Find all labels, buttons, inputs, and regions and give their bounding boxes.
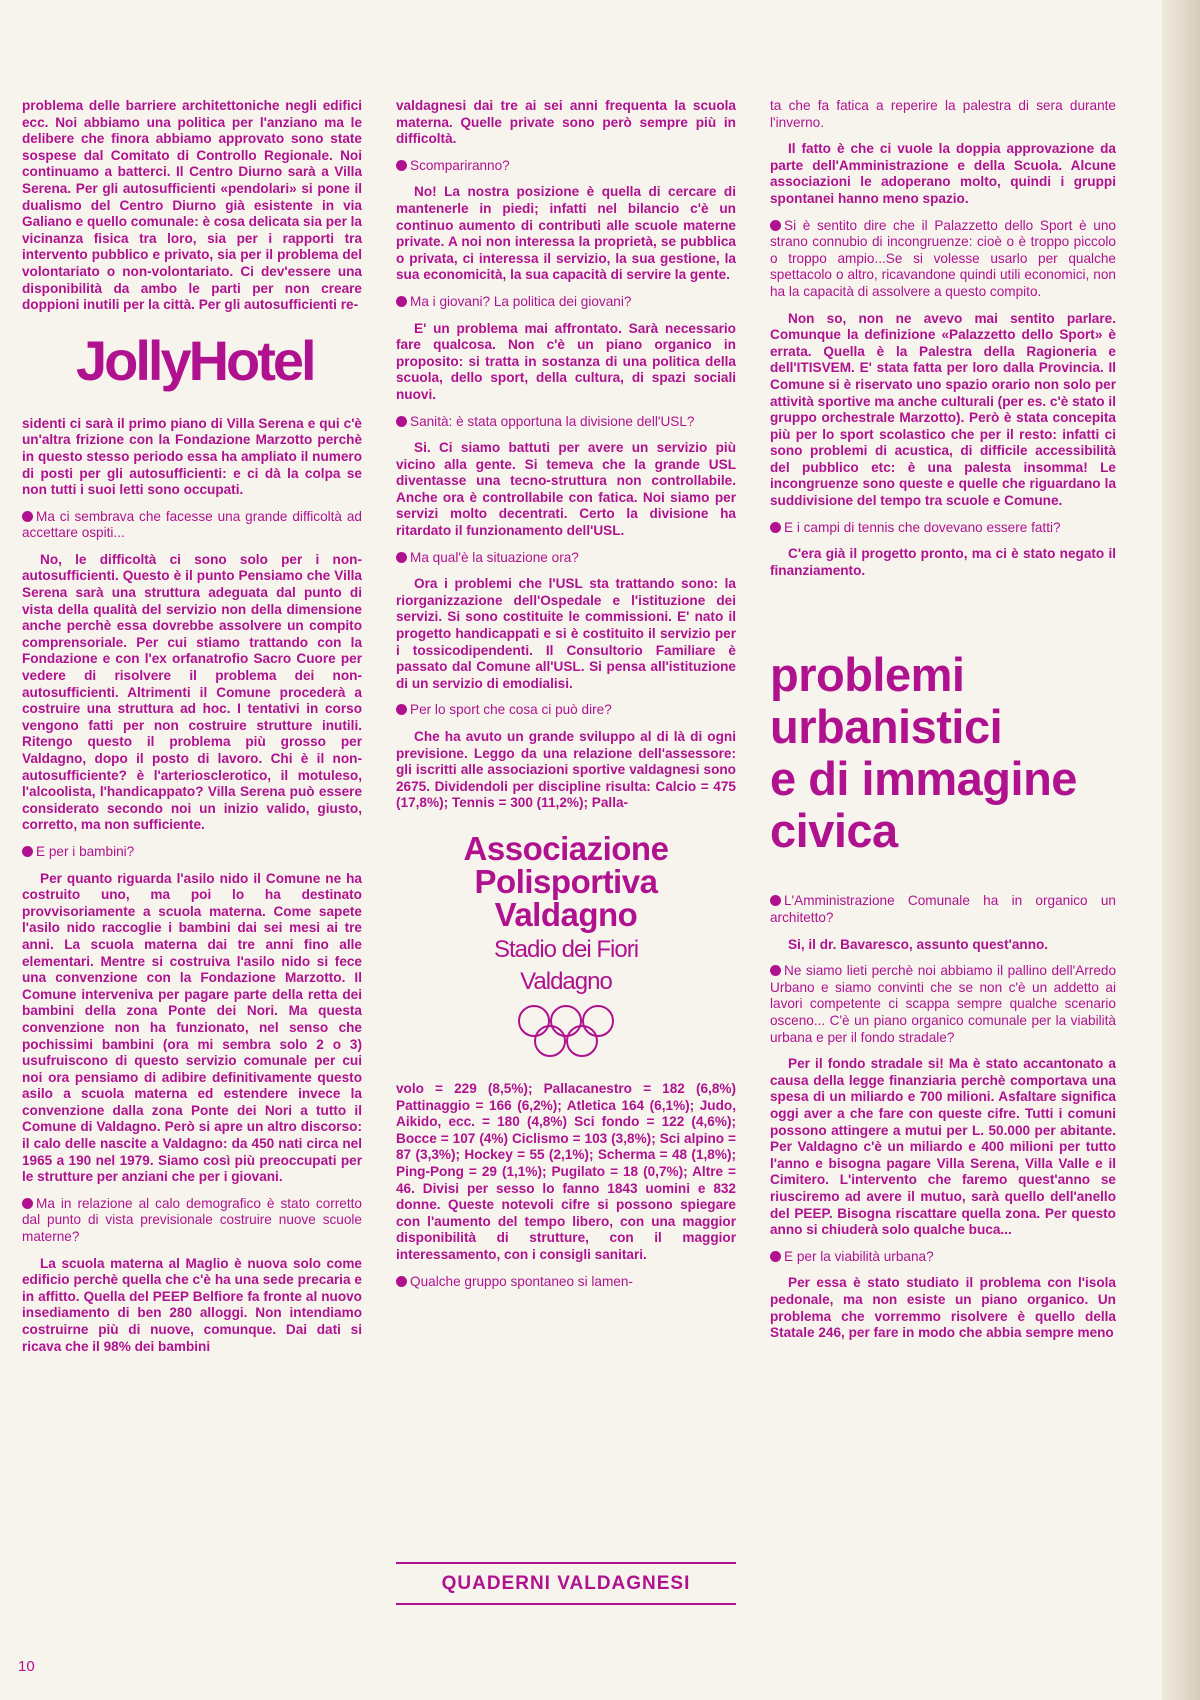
column-2: [396, 98, 736, 1300]
section-title: [770, 649, 1116, 857]
footer-band: [396, 1560, 736, 1607]
question: Ma ci sembrava che facesse una grande difficoltà ad accettare ospiti...: [22, 508, 362, 541]
section-title-line: civica: [770, 804, 898, 858]
association-town: Valdagno: [520, 967, 612, 995]
paragraph: problema delle barriere architettoniche negli edifici ecc. Noi abbiamo una politica per l'anziano ma le delibere che finora abbiamo approvato sono state sospese dal Comitato di Controllo Regionale. Noi continuamo a batterci. Il Centro Diurno sarà a Villa Serena. Per gli autosufficienti «pendolari» si pone il dualismo del Centro Diurno già esistente in via Galiano e quello comunale: è cosa delicata sia per la vicinanza fisica tra loro, sia per i rapporti tra intervento pubblico e privato, sia per il problema del volontariato o non-volontariato. Ci dev'essere una disponibilità da ambo le parti per non creare doppioni inutili per la città. Per gli autosufficienti re-: [22, 98, 362, 313]
question: Sanità: è stata opportuna la divisione dell'USL?: [396, 414, 736, 431]
jolly-hotel-logo: JollyHotel: [76, 328, 314, 392]
question: E i campi di tennis che dovevano essere fatti?: [770, 520, 1116, 537]
answer: Che ha avuto un grande sviluppo al di là di ogni previsione. Leggo da una relazione dell'assessore: gli iscritti alle associazioni sportive valdagnesi sono 2675. Dividendoli per discipline risulta: Calcio = 475 (17,8%); Tennis = 300 (11,2%); Palla-: [396, 729, 736, 811]
question: L'Amministrazione Comunale ha in organico un architetto?: [770, 893, 1116, 926]
olympic-rings-icon: [516, 1001, 616, 1063]
paragraph: valdagnesi dai tre ai sei anni frequenta la scuola materna. Quelle private sono però sempre più in difficoltà.: [396, 98, 736, 147]
footer-rule: [396, 1562, 736, 1564]
bullet-dot-icon: [396, 552, 407, 563]
bullet-dot-icon: [770, 522, 781, 533]
answer: No, le difficoltà ci sono solo per i non-autosufficienti. Questo è il punto Pensiamo che Villa Serena sarà una struttura adeguata dal punto di vista della qualità del servizio non della dimensione anche perchè essa dovrebbe assolvere un compito comprensoriale. Per cui stiamo trattando con la Fondazione e con l'ex orfanatrofio Sacro Cuore per vedere di risolvere il problema dei non-autosufficienti. Altrimenti il Comune procederà a costruire una struttura ad hoc. I tentativi in corso vengono fatti per non costruire strutture inutili. Ritengo questo il problema più grosso per Valdagno, dopo il posto di lavoro. Chi è il non-autosufficiente? è l'arteriosclerotico, il motuleso, l'alcoolista, l'handicappato? Villa Serena può essere considerato secondo noi un inizio valido, giusto, corretto, ma non sufficiente.: [22, 551, 362, 833]
question: E per la viabilità urbana?: [770, 1249, 1116, 1266]
bullet-dot-icon: [396, 160, 407, 171]
section-title-line: problemi: [770, 648, 965, 702]
answer: La scuola materna al Maglio è nuova solo come edificio perchè quella che c'è ha una sede precaria e in affitto. Quella del PEEP Belfiore fa fronte al nuovo insediamento di ben 280 alloggi. Non intendiamo costruirne più di nuove, comunque. Dai dati si ricava che il 98% dei bambini: [22, 1255, 362, 1354]
question: E per i bambini?: [22, 844, 362, 861]
page-number: 10: [18, 1658, 35, 1675]
bullet-dot-icon: [396, 416, 407, 427]
paragraph: ta che fa fatica a reperire la palestra di sera durante l'inverno.: [770, 98, 1116, 130]
answer: No! La nostra posizione è quella di cercare di mantenerle in piedi; infatti nel bilancio c'è un continuo aumento di contributi alle scuole materne private. A noi non interessa la proprietà, se pubblica o privata, ci interessa il servizio, la sua gestione, la sua economicità, la sua capacità di servire la gente.: [396, 184, 736, 283]
question: Scompariranno?: [396, 158, 736, 175]
bullet-dot-icon: [396, 704, 407, 715]
column-1: [22, 98, 362, 1365]
column-3: [770, 98, 1116, 1352]
association-name-line: Polisportiva: [474, 862, 658, 900]
answer: Ora i problemi che l'USL sta trattando sono: la riorganizzazione dell'Ospedale e l'istituzione dei servizi. Si sono costituite le commissioni. E' nato il progetto handicappati e si è costituito il servizio per i tossicodipendenti. Il Consultorio Familiare è passato dal Comune all'USL. Si pensa all'istituzione di un servizio di emodialisi.: [396, 576, 736, 691]
answer: Per essa è stato studiato il problema con l'isola pedonale, ma non esiste un piano organico. Un problema che vorremmo risolvere è quello della Statale 246, per fare in modo che abbia sempre meno: [770, 1275, 1116, 1341]
association-name-line: Associazione: [463, 829, 669, 867]
association-name-line: Valdagno: [494, 895, 638, 933]
bullet-dot-icon: [770, 965, 781, 976]
answer: C'era già il progetto pronto, ma ci è stato negato il finanziamento.: [770, 546, 1116, 578]
answer: Per quanto riguarda l'asilo nido il Comune ne ha costruito uno, ma poi lo ha destinato provvisoriamente a scuola materna. Come sapete l'asilo nido raccoglie i bambini dai sei mesi ai tre anni. La scuola materna dai tre anni fino alle elementari. Mentre si costruiva l'asilo nido si fece una convenzione con la Fondazione Marzotto. Il Comune interveniva per pagare parte della retta dei bambini della zona Ponte dei Nori. Ma questa convenzione non ha funzionato, nel senso che pochissimi bambini (ora mi sembra solo 2 o 3) usufruiscono di questo servizio comunale per cui noi ora pensiamo di adibire definitivamente questo asilo a scuola materna ed estendere invece la convenzione dalla zona Ponte dei Nori a tutto il Comune di Valdagno. Però si apre un altro discorso: il calo delle nascite a Valdagno: da 450 nati circa nel 1965 a 190 nel 1979. Siamo così più preoccupati per le strutture per anziani che per i giovani.: [22, 870, 362, 1185]
bullet-dot-icon: [770, 1251, 781, 1262]
bullet-dot-icon: [396, 296, 407, 307]
answer: E' un problema mai affrontato. Sarà necessario fare qualcosa. Non c'è un piano organico in proposito: si tratta in sostanza di una politica della scuola, dello sport, della cultura, di spazi sociali nuovi.: [396, 320, 736, 402]
question: Qualche gruppo spontaneo si lamen-: [396, 1274, 736, 1291]
question: Si è sentito dire che il Palazzetto dello Sport è uno strano connubio di incongruenze: cioè o è troppo piccolo o troppo ampio...Se si volesse usarlo per qualche spettacolo o altro, ricavandone quindi utili economici, non ha la capacità di assolvere a questo compito.: [770, 217, 1116, 299]
footer-rule: [396, 1603, 736, 1605]
answer: Per il fondo stradale si! Ma è stato accantonato a causa della legge finanziaria perchè comportava una spesa di un miliardo e 700 milioni. Asfaltare significa oggi aver a che fare con queste cifre. Tutti i comuni possono attingere a mutui per L. 50.000 per abitante. Per Valdagno c'è un miliardo e 400 milioni per tutto l'anno e bisogna pagare Villa Serena, Villa Valle e il Cimitero. L'intervento che faremo quest'anno se riusciremo ad avere il mutuo, sarà quello dell'anello del PEEP. Bisogna riscattare quella zona. Per questo anno si chiuderà solo qualche buca...: [770, 1056, 1116, 1238]
section-title-line: urbanistici: [770, 700, 1003, 754]
question: Ma qual'è la situazione ora?: [396, 550, 736, 567]
section-title-line: e di immagine: [770, 752, 1077, 806]
bullet-dot-icon: [770, 895, 781, 906]
question: Ma i giovani? La politica dei giovani?: [396, 294, 736, 311]
question: Per lo sport che cosa ci può dire?: [396, 702, 736, 719]
answer: Si. Ci siamo battuti per avere un servizio più vicino alla gente. Si temeva che la grande USL diventasse una tecno-struttura non controllabile. Anche ora è controllabile con fatica. Noi siamo per servizi molto decentrati. Certo la divisione ha ritardato il funzionamento dell'USL.: [396, 440, 736, 539]
footer-title: QUADERNI VALDAGNESI: [441, 1573, 691, 1594]
answer: Non so, non ne avevo mai sentito parlare. Comunque la definizione «Palazzetto dello Sport» è errata. Quella è la Palestra della Ragioneria e dell'ITISVEM. E' stata fatta per loro dalla Provincia. Il Comune si è riservato uno spazio orario non solo per attività sportive ma anche culturali (per es. c'è stato il gruppo orchestrale Marzotto). Però è stata concepita più per lo sport scolastico che per il resto: infatti ci sono problemi di acustica, di difficile accessibilità del pubblico etc: è una palesta insomma! Le incongruenze sono queste e quelle che riguardano la suddivisione del tempo tra scuole e Comune.: [770, 310, 1116, 509]
paragraph: sidenti ci sarà il primo piano di Villa Serena e qui c'è un'altra frizione con la Fondazione Marzotto perchè in questo stesso periodo essa ha ampliato il numero di posti per gli autosufficienti: e ci dà la colpa se non tutti i suoi letti sono occupati.: [22, 415, 362, 498]
bullet-dot-icon: [22, 1198, 33, 1209]
association-advert: [396, 829, 736, 1063]
answer: Si, il dr. Bavaresco, assunto quest'anno.: [788, 936, 1049, 952]
bullet-dot-icon: [22, 846, 33, 857]
question: Ne siamo lieti perchè noi abbiamo il pallino dell'Arredo Urbano e siamo convinti che se non c'è un addetto ai lavori competente ci scappa sempre qualche scenario osceno... C'è un piano organico comunale per la viabilità urbana e per il fondo stradale?: [770, 963, 1116, 1045]
paragraph: volo = 229 (8,5%); Pallacanestro = 182 (6,8%) Pattinaggio = 166 (6,2%); Atletica 164 (6,1%); Judo, Aikido, ecc. = 180 (4,8%) Sci fondo = 122 (4,6%); Bocce = 107 (4%) Ciclismo = 103 (3,8%); Sci alpino = 87 (3,3%); Hockey = 55 (2,1%); Scherma = 48 (1,8%); Ping-Pong = 29 (1,1%); Pugilato = 18 (0,7%); Altre = 46. Divisi per sesso lo fanno 1843 uomini e 832 donne. Queste notevoli cifre si possono spiegare con l'aumento del tempo libero, con una maggior disponibilità di strutture, con il maggior interessamento, con i consigli sanitari.: [396, 1080, 736, 1262]
question: Ma in relazione al calo demografico è stato corretto dal punto di vista previsionale costruire nuove scuole materne?: [22, 1195, 362, 1245]
answer: Il fatto è che ci vuole la doppia approvazione da parte dell'Amministrazione e della Scuola. Alcune associazioni le adoperano molto, quindi i gruppi spontanei hanno meno spazio.: [770, 141, 1116, 206]
bullet-dot-icon: [770, 220, 781, 231]
bullet-dot-icon: [22, 511, 33, 522]
association-stadium: Stadio dei Fiori: [493, 935, 639, 963]
page-binding-edge: [1162, 0, 1200, 1700]
bullet-dot-icon: [396, 1276, 407, 1287]
